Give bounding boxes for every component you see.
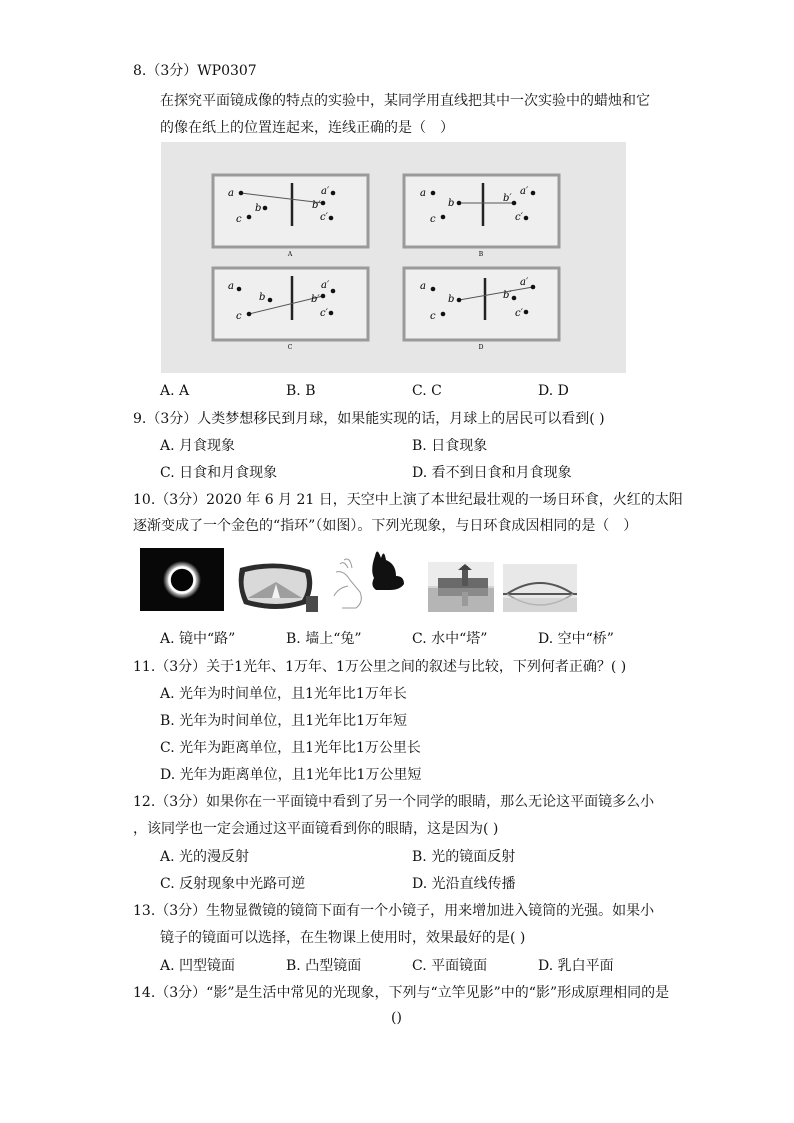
hand-shadow-rabbit-image — [330, 546, 416, 612]
label-b: b — [448, 294, 455, 305]
label-c: c — [236, 311, 242, 322]
label-a-prime: a′ — [321, 186, 330, 197]
panel-c — [213, 268, 368, 351]
label-b: b — [448, 198, 455, 209]
q11-option-d[interactable]: D. 光年为距离单位，且1光年比1万公里短 — [160, 767, 422, 783]
bridge-image — [503, 564, 577, 612]
q12-option-d[interactable]: D. 光沿直线传播 — [412, 876, 516, 892]
label-b-prime: b′ — [503, 290, 512, 301]
q8-option-b[interactable]: B. B — [286, 383, 316, 399]
label-c-prime: c′ — [320, 308, 328, 319]
q9-option-d[interactable]: D. 看不到日食和月食现象 — [412, 465, 572, 481]
q8-stem-line1: 在探究平面镜成像的特点的实验中，某同学用直线把其中一次实验中的蜡烛和它 — [160, 93, 650, 109]
q8-option-a[interactable]: A. A — [160, 383, 190, 399]
q9-option-c[interactable]: C. 日食和月食现象 — [160, 465, 278, 481]
q10-option-a[interactable]: A. 镜中“路” — [160, 631, 236, 647]
label-c-prime: c′ — [515, 308, 523, 319]
q8-header: 8.（3分）WP0307 — [133, 63, 257, 79]
q11-option-c[interactable]: C. 光年为距离单位，且1光年比1万公里长 — [160, 740, 421, 756]
label-a: a — [228, 188, 234, 199]
panel-caption: B — [478, 251, 484, 258]
q12-stem-line2: ，该同学也一定会通过这平面镜看到你的眼睛，这是因为( ) — [133, 821, 499, 837]
q13-stem-line2: 镜子的镜面可以选择，在生物课上使用时，效果最好的是( ) — [160, 930, 526, 946]
label-a: a — [420, 281, 426, 292]
q13-option-d[interactable]: D. 乳白平面 — [538, 958, 614, 974]
q8-option-c[interactable]: C. C — [412, 383, 442, 399]
q9-option-a[interactable]: A. 月食现象 — [160, 438, 236, 454]
q12-option-c[interactable]: C. 反射现象中光路可逆 — [160, 876, 306, 892]
label-b: b — [255, 203, 262, 214]
q10-option-b[interactable]: B. 墙上“兔” — [286, 631, 362, 647]
label-c: c — [430, 311, 436, 322]
label-a-prime: a′ — [520, 186, 529, 197]
solar-eclipse-image — [140, 548, 224, 611]
q13-stem-line1: 13.（3分）生物显微镜的镜筒下面有一个小镜子，用来增加进入镜筒的光强。如果小 — [133, 903, 655, 919]
q10-stem-line1: 10.（3分）2020 年 6 月 21 日，天空中上演了本世纪最壮观的一场日环食，火红的太阳 — [133, 492, 683, 508]
label-b: b — [259, 292, 266, 303]
q10-option-c[interactable]: C. 水中“塔” — [412, 631, 488, 647]
q10-option-d[interactable]: D. 空中“桥” — [538, 631, 614, 647]
q11-header: 11.（3分）关于1光年、1万年、1万公里之间的叙述与比较，下列何者正确？( ) — [133, 659, 627, 675]
q9-header: 9.（3分）人类梦想移民到月球，如果能实现的话，月球上的居民可以看到( ) — [133, 411, 605, 427]
panel-b — [404, 175, 559, 258]
car-mirror-image — [236, 560, 318, 612]
q14-stem-line2: () — [391, 1010, 402, 1026]
label-c-prime: c′ — [515, 212, 523, 223]
q13-option-b[interactable]: B. 凸型镜面 — [286, 958, 362, 974]
panel-caption: C — [287, 344, 293, 351]
q12-option-b[interactable]: B. 光的镜面反射 — [412, 849, 516, 865]
label-c: c — [430, 214, 436, 225]
q12-option-a[interactable]: A. 光的漫反射 — [160, 849, 250, 865]
label-a: a — [420, 188, 426, 199]
label-a: a — [228, 281, 234, 292]
q9-option-b[interactable]: B. 日食现象 — [412, 438, 488, 454]
pagoda-reflection-image — [428, 562, 494, 612]
label-b-prime: b′ — [312, 200, 321, 211]
panel-d — [404, 268, 559, 351]
q14-stem-line1: 14.（3分）“影”是生活中常见的光现象，下列与“立竿见影”中的“影”形成原理相同的是 — [133, 985, 670, 1001]
q13-option-a[interactable]: A. 凹型镜面 — [160, 958, 236, 974]
q8-option-d[interactable]: D. D — [538, 383, 569, 399]
panel-a — [213, 175, 368, 258]
q13-option-c[interactable]: C. 平面镜面 — [412, 958, 488, 974]
q10-stem-line2: 逐渐变成了一个金色的“指环”（如图）。下列光现象，与日环食成因相同的是（ ） — [133, 518, 638, 534]
panel-caption: A — [287, 251, 293, 258]
label-c-prime: c′ — [320, 212, 328, 223]
label-c: c — [236, 214, 242, 225]
q11-option-b[interactable]: B. 光年为时间单位，且1光年比1万年短 — [160, 713, 408, 729]
q8-figure — [161, 142, 626, 373]
label-a-prime: a′ — [520, 277, 529, 288]
q11-option-a[interactable]: A. 光年为时间单位，且1光年比1万年长 — [160, 686, 407, 702]
panel-caption: D — [478, 344, 484, 351]
label-a-prime: a′ — [321, 280, 330, 291]
label-b-prime: b′ — [311, 294, 320, 305]
label-b-prime: b′ — [503, 193, 512, 204]
q12-stem-line1: 12.（3分）如果你在一平面镜中看到了另一个同学的眼睛，那么无论这平面镜多么小 — [133, 794, 655, 810]
q8-stem-line2: 的像在纸上的位置连起来，连线正确的是（ ） — [160, 120, 454, 136]
